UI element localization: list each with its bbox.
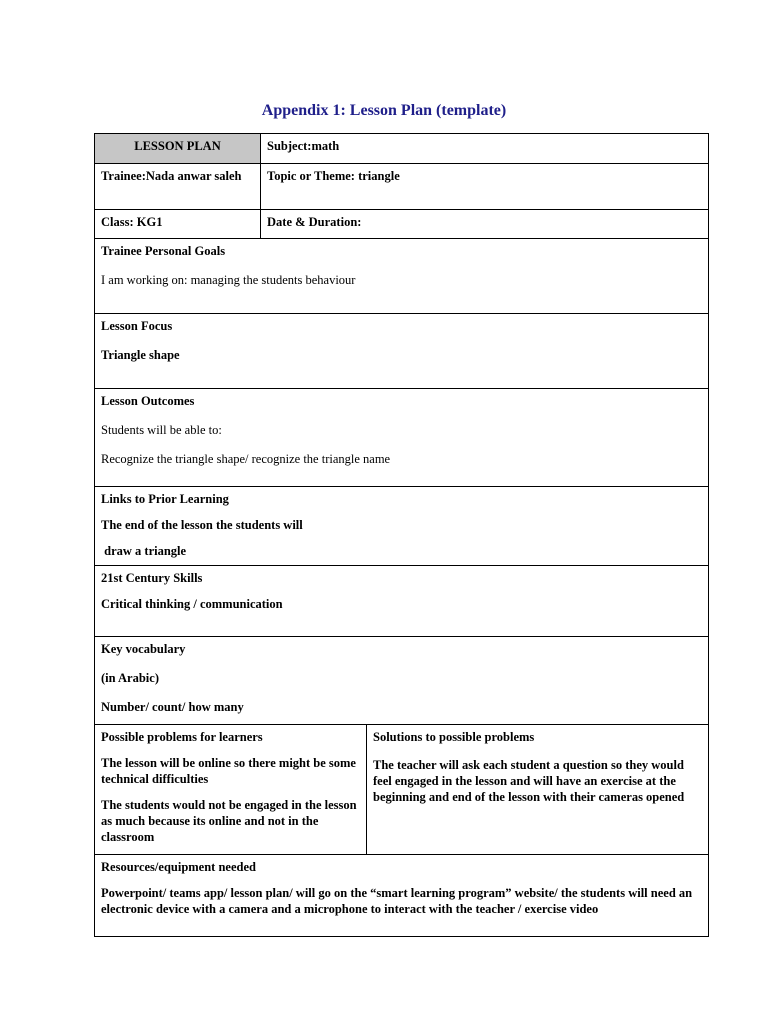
- problems-p1: The lesson will be online so there might be some technical difficulties: [101, 756, 356, 786]
- row-lesson-focus: [95, 314, 709, 389]
- class-cell: Class: KG1: [95, 210, 261, 239]
- lesson-outcomes-intro: Students will be able to:: [101, 423, 222, 437]
- row-lesson-outcomes: [95, 389, 709, 487]
- lesson-outcomes-cell: [95, 389, 709, 487]
- solutions-cell: [367, 725, 709, 855]
- lesson-plan-table: [94, 133, 709, 937]
- subject-cell: Subject:math: [261, 134, 709, 164]
- problems-cell: [95, 725, 367, 855]
- row-prior-learning: [95, 487, 709, 566]
- problems-p2: The students would not be engaged in the lesson as much because its online and not in the classroom: [101, 798, 357, 844]
- row-trainee: [95, 164, 709, 210]
- skills-cell: [95, 566, 709, 637]
- personal-goals-heading: Trainee Personal Goals: [101, 244, 226, 258]
- problems-heading: Possible problems for learners: [101, 730, 263, 744]
- solutions-text: The teacher will ask each student a question so they would feel engaged in the lesson and will have an exercise at the beginning and end of the lesson with their cameras opened: [373, 758, 685, 804]
- lesson-outcomes-heading: Lesson Outcomes: [101, 394, 195, 408]
- row-resources: [95, 855, 709, 937]
- lesson-outcomes-text: Recognize the triangle shape/ recognize the triangle name: [101, 452, 391, 466]
- vocabulary-cell: [95, 637, 709, 725]
- row-class: [95, 210, 709, 239]
- prior-learning-line1: The end of the lesson the students will: [101, 518, 303, 532]
- topic-cell: Topic or Theme: triangle: [261, 164, 709, 210]
- trainee-cell: Trainee:Nada anwar saleh: [95, 164, 261, 210]
- row-header: [95, 134, 709, 164]
- skills-heading: 21st Century Skills: [101, 571, 203, 585]
- date-duration-cell: Date & Duration:: [261, 210, 709, 239]
- personal-goals-text: I am working on: managing the students behaviour: [101, 273, 356, 287]
- lesson-focus-heading: Lesson Focus: [101, 319, 173, 333]
- resources-cell: [95, 855, 709, 937]
- prior-learning-heading: Links to Prior Learning: [101, 492, 229, 506]
- solutions-heading: Solutions to possible problems: [373, 730, 535, 744]
- resources-heading: Resources/equipment needed: [101, 860, 256, 874]
- lesson-plan-label: LESSON PLAN: [95, 134, 261, 164]
- prior-learning-line2: draw a triangle: [101, 544, 187, 558]
- vocabulary-heading: Key vocabulary: [101, 642, 186, 656]
- row-vocabulary: [95, 637, 709, 725]
- row-problems-solutions: [95, 725, 709, 855]
- skills-text: Critical thinking / communication: [101, 597, 283, 611]
- row-personal-goals: [95, 239, 709, 314]
- vocabulary-line1: (in Arabic): [101, 671, 159, 685]
- lesson-focus-cell: [95, 314, 709, 389]
- page-title: Appendix 1: Lesson Plan (template): [261, 102, 507, 119]
- lesson-focus-text: Triangle shape: [101, 348, 180, 362]
- row-skills: [95, 566, 709, 637]
- personal-goals-cell: [95, 239, 709, 314]
- resources-text: Powerpoint/ teams app/ lesson plan/ will go on the “smart learning program” website/ the students will need an electronic device with a camera and a microphone to interact with the teacher / exercise video: [101, 886, 693, 916]
- vocabulary-line2: Number/ count/ how many: [101, 700, 244, 714]
- prior-learning-cell: [95, 487, 709, 566]
